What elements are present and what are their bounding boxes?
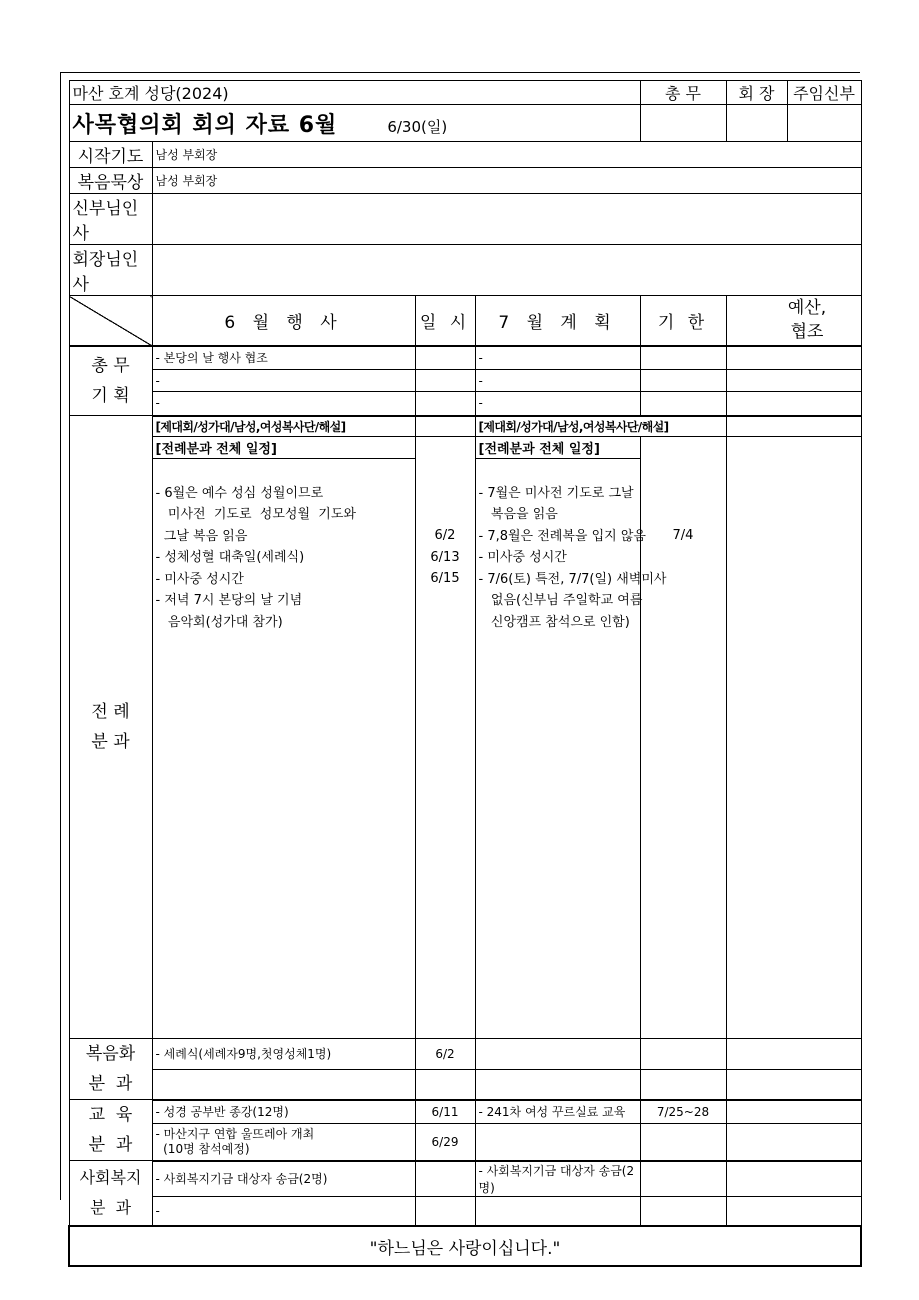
liturgy-schedule-july: [전례분과 전체 일정]	[475, 437, 640, 459]
gospel-date-0: 6/2	[415, 1039, 475, 1070]
category-education: 교 육 분 과	[69, 1100, 152, 1161]
general-june-1: -	[152, 370, 415, 392]
education-date-1: 6/29	[415, 1124, 475, 1161]
education-june-1: - 마산지구 연합 울뜨레아 개최 (10명 참석예정)	[152, 1124, 415, 1161]
sign-col-secretary: 총 무	[640, 81, 726, 105]
category-general: 총 무 기 획	[69, 346, 152, 416]
president-greeting-label: 회장님인사	[69, 245, 152, 296]
sign-box-president	[726, 105, 787, 142]
president-greeting-value	[152, 245, 861, 296]
general-budget-2	[726, 392, 861, 416]
col-july-plan: 7 월 계 획	[475, 296, 640, 346]
welfare-july-0: - 사회복지기금 대상자 송금(2명)	[475, 1161, 640, 1197]
title-text: 사목협의회 회의 자료 6월	[72, 112, 338, 138]
general-june-2: -	[152, 392, 415, 416]
liturgy-budget	[726, 437, 861, 1039]
gospel-date-1	[415, 1069, 475, 1100]
education-budget-1	[726, 1124, 861, 1161]
liturgy-schedule-june: [전례분과 전체 일정]	[152, 437, 415, 459]
sign-col-president: 회 장	[726, 81, 787, 105]
welfare-date-1	[415, 1196, 475, 1226]
general-deadline-0	[640, 346, 726, 370]
gospel-july-1	[475, 1069, 640, 1100]
education-deadline-1	[640, 1124, 726, 1161]
welfare-june-1: -	[152, 1196, 415, 1226]
liturgy-group-budget	[726, 416, 861, 437]
general-deadline-1	[640, 370, 726, 392]
gospel-june-1	[152, 1069, 415, 1100]
col-budget: 예산, 협조	[726, 296, 861, 346]
general-date-1	[415, 370, 475, 392]
liturgy-group-june: [제대회/성가대/남성,여성복사단/해설]	[152, 416, 415, 437]
welfare-deadline-0	[640, 1161, 726, 1197]
header-corner	[69, 296, 152, 346]
education-budget-0	[726, 1100, 861, 1124]
education-deadline-0: 7/25~28	[640, 1100, 726, 1124]
education-june-0: - 성경 공부반 종강(12명)	[152, 1100, 415, 1124]
priest-greeting-value	[152, 194, 861, 245]
general-july-2: -	[475, 392, 640, 416]
general-date-0	[415, 346, 475, 370]
education-july-1	[475, 1124, 640, 1161]
meeting-date: 6/30(일)	[387, 117, 448, 136]
general-july-0: -	[475, 346, 640, 370]
general-budget-1	[726, 370, 861, 392]
gospel-deadline-0	[640, 1039, 726, 1070]
general-date-2	[415, 392, 475, 416]
parish-name: 마산 호계 성당(2024)	[69, 81, 640, 105]
gospel-deadline-1	[640, 1069, 726, 1100]
welfare-deadline-1	[640, 1196, 726, 1226]
gospel-meditation-label: 복음묵상	[69, 168, 152, 194]
gospel-budget-1	[726, 1069, 861, 1100]
opening-prayer-value: 남성 부회장	[152, 142, 861, 168]
liturgy-group-july: [제대회/성가대/남성,여성복사단/해설]	[475, 416, 726, 437]
welfare-june-0: - 사회복지기금 대상자 송금(2명)	[152, 1161, 415, 1197]
welfare-budget-1	[726, 1196, 861, 1226]
welfare-budget-0	[726, 1161, 861, 1197]
education-july-0: - 241차 여성 꾸르실료 교육	[475, 1100, 640, 1124]
general-deadline-2	[640, 392, 726, 416]
meeting-document-table	[68, 80, 862, 1267]
liturgy-july-deadline: 7/4	[640, 437, 726, 1039]
gospel-meditation-value: 남성 부회장	[152, 168, 861, 194]
gospel-july-0	[475, 1039, 640, 1070]
liturgy-group-date	[415, 416, 475, 437]
welfare-july-1	[475, 1196, 640, 1226]
liturgy-july-plan: - 7월은 미사전 기도로 그날 복음을 읽음 - 7,8월은 전례복을 입지 않음 - 미사중 성시간 - 7/6(토) 특전, 7/7(일) 새벽미사 없음(신부님 주일학교 여름 신앙캠프 참석으로 인함)	[475, 459, 640, 1039]
sign-col-pastor: 주임신부	[787, 81, 861, 105]
col-june-events: 6 월 행 사	[152, 296, 415, 346]
footer-motto: "하느님은 사랑이십니다."	[69, 1226, 861, 1266]
page-title	[69, 105, 640, 142]
category-liturgy: 전 례 분 과	[69, 416, 152, 1039]
col-date: 일 시	[415, 296, 475, 346]
sign-box-secretary	[640, 105, 726, 142]
liturgy-june-events: - 6월은 예수 성심 성월이므로 미사전 기도로 성모성월 기도와 그날 복음 읽음 - 성체성혈 대축일(세례식) - 미사중 성시간 - 저녁 7시 본당의 날 기념 음악회(성가대 참가)	[152, 459, 415, 1039]
gospel-june-0: - 세례식(세례자9명,첫영성체1명)	[152, 1039, 415, 1070]
sign-box-pastor	[787, 105, 861, 142]
gospel-budget-0	[726, 1039, 861, 1070]
priest-greeting-label: 신부님인사	[69, 194, 152, 245]
category-evangelization: 복음화 분 과	[69, 1039, 152, 1100]
general-june-0: - 본당의 날 행사 협조	[152, 346, 415, 370]
general-july-1: -	[475, 370, 640, 392]
opening-prayer-label: 시작기도	[69, 142, 152, 168]
liturgy-june-dates: 6/2 6/13 6/15	[415, 437, 475, 1039]
general-budget-0	[726, 346, 861, 370]
welfare-date-0	[415, 1161, 475, 1197]
category-social-welfare: 사회복지 분 과	[69, 1161, 152, 1227]
col-deadline: 기 한	[640, 296, 726, 346]
education-date-0: 6/11	[415, 1100, 475, 1124]
